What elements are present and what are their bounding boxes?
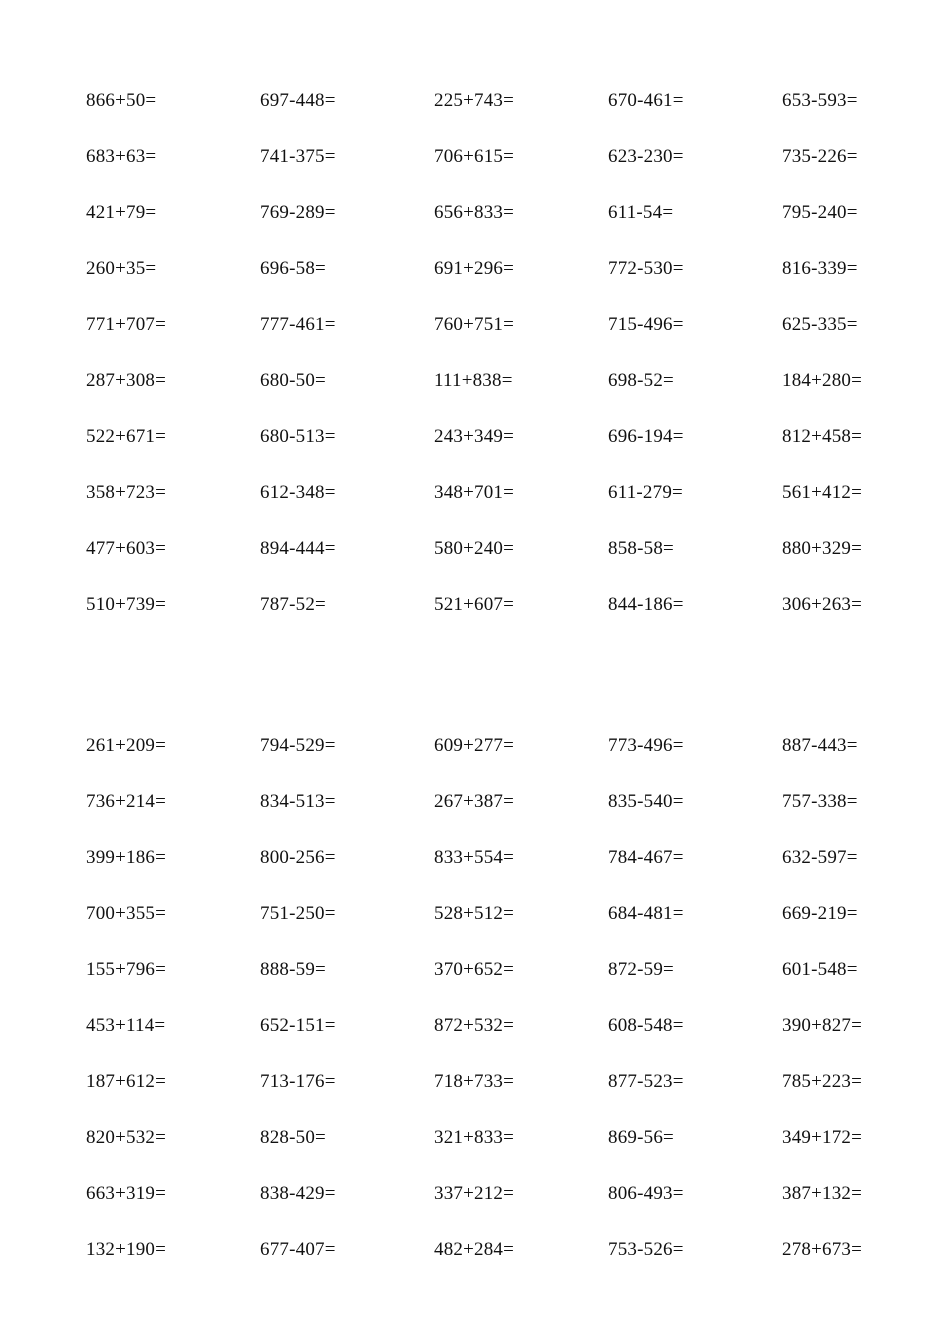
- arithmetic-problem: 772-530=: [608, 258, 684, 279]
- arithmetic-problem: 111+838=: [434, 370, 513, 391]
- arithmetic-problem: 680-513=: [260, 426, 336, 447]
- arithmetic-problem: 623-230=: [608, 146, 684, 167]
- problem-row: [0, 248, 950, 304]
- problem-block-1: [0, 80, 950, 640]
- problem-row: [0, 528, 950, 584]
- arithmetic-problem: 656+833=: [434, 202, 515, 223]
- arithmetic-problem: 785+223=: [782, 1071, 863, 1092]
- arithmetic-problem: 706+615=: [434, 146, 515, 167]
- arithmetic-problem: 267+387=: [434, 791, 515, 812]
- arithmetic-problem: 611-54=: [608, 202, 674, 223]
- arithmetic-problem: 608-548=: [608, 1015, 684, 1036]
- arithmetic-problem: 844-186=: [608, 594, 684, 615]
- arithmetic-problem: 609+277=: [434, 735, 515, 756]
- arithmetic-problem: 820+532=: [86, 1127, 167, 1148]
- problem-row: [0, 837, 950, 893]
- problem-row: [0, 80, 950, 136]
- problem-row: [0, 584, 950, 640]
- arithmetic-problem: 306+263=: [782, 594, 863, 615]
- arithmetic-problem: 741-375=: [260, 146, 336, 167]
- problem-row: [0, 304, 950, 360]
- arithmetic-problem: 718+733=: [434, 1071, 515, 1092]
- arithmetic-problem: 653-593=: [782, 90, 858, 111]
- arithmetic-problem: 669-219=: [782, 903, 858, 924]
- arithmetic-problem: 751-250=: [260, 903, 336, 924]
- problem-row: [0, 416, 950, 472]
- arithmetic-problem: 834-513=: [260, 791, 336, 812]
- arithmetic-problem: 784-467=: [608, 847, 684, 868]
- arithmetic-problem: 680-50=: [260, 370, 326, 391]
- arithmetic-problem: 715-496=: [608, 314, 684, 335]
- problem-row: [0, 1005, 950, 1061]
- arithmetic-problem: 225+743=: [434, 90, 515, 111]
- arithmetic-problem: 287+308=: [86, 370, 167, 391]
- arithmetic-problem: 806-493=: [608, 1183, 684, 1204]
- arithmetic-problem: 358+723=: [86, 482, 167, 503]
- arithmetic-problem: 261+209=: [86, 735, 167, 756]
- arithmetic-problem: 184+280=: [782, 370, 863, 391]
- arithmetic-problem: 872+532=: [434, 1015, 515, 1036]
- arithmetic-problem: 399+186=: [86, 847, 167, 868]
- arithmetic-problem: 773-496=: [608, 735, 684, 756]
- arithmetic-problem: 835-540=: [608, 791, 684, 812]
- problem-row: [0, 192, 950, 248]
- arithmetic-problem: 887-443=: [782, 735, 858, 756]
- arithmetic-problem: 370+652=: [434, 959, 515, 980]
- problem-block-2: [0, 725, 950, 1285]
- problem-row: [0, 1229, 950, 1285]
- arithmetic-problem: 421+79=: [86, 202, 157, 223]
- problem-row: [0, 136, 950, 192]
- arithmetic-problem: 387+132=: [782, 1183, 863, 1204]
- arithmetic-problem: 625-335=: [782, 314, 858, 335]
- arithmetic-problem: 337+212=: [434, 1183, 515, 1204]
- arithmetic-problem: 521+607=: [434, 594, 515, 615]
- arithmetic-problem: 663+319=: [86, 1183, 167, 1204]
- arithmetic-problem: 833+554=: [434, 847, 515, 868]
- arithmetic-problem: 869-56=: [608, 1127, 674, 1148]
- arithmetic-problem: 888-59=: [260, 959, 326, 980]
- arithmetic-problem: 700+355=: [86, 903, 167, 924]
- arithmetic-problem: 757-338=: [782, 791, 858, 812]
- arithmetic-problem: 696-194=: [608, 426, 684, 447]
- arithmetic-problem: 794-529=: [260, 735, 336, 756]
- arithmetic-problem: 713-176=: [260, 1071, 336, 1092]
- arithmetic-problem: 769-289=: [260, 202, 336, 223]
- arithmetic-problem: 894-444=: [260, 538, 336, 559]
- arithmetic-problem: 697-448=: [260, 90, 336, 111]
- arithmetic-problem: 816-339=: [782, 258, 858, 279]
- arithmetic-problem: 522+671=: [86, 426, 167, 447]
- arithmetic-problem: 777-461=: [260, 314, 336, 335]
- arithmetic-problem: 880+329=: [782, 538, 863, 559]
- arithmetic-problem: 677-407=: [260, 1239, 336, 1260]
- arithmetic-problem: 601-548=: [782, 959, 858, 980]
- arithmetic-problem: 684-481=: [608, 903, 684, 924]
- arithmetic-problem: 482+284=: [434, 1239, 515, 1260]
- arithmetic-problem: 243+349=: [434, 426, 515, 447]
- arithmetic-problem: 753-526=: [608, 1239, 684, 1260]
- arithmetic-problem: 348+701=: [434, 482, 515, 503]
- problem-row: [0, 725, 950, 781]
- arithmetic-problem: 696-58=: [260, 258, 326, 279]
- arithmetic-problem: 510+739=: [86, 594, 167, 615]
- arithmetic-problem: 580+240=: [434, 538, 515, 559]
- arithmetic-problem: 760+751=: [434, 314, 515, 335]
- arithmetic-problem: 561+412=: [782, 482, 863, 503]
- arithmetic-problem: 187+612=: [86, 1071, 167, 1092]
- problem-row: [0, 949, 950, 1005]
- arithmetic-problem: 800-256=: [260, 847, 336, 868]
- arithmetic-problem: 838-429=: [260, 1183, 336, 1204]
- arithmetic-problem: 321+833=: [434, 1127, 515, 1148]
- arithmetic-problem: 528+512=: [434, 903, 515, 924]
- arithmetic-problem: 735-226=: [782, 146, 858, 167]
- arithmetic-problem: 872-59=: [608, 959, 674, 980]
- arithmetic-problem: 390+827=: [782, 1015, 863, 1036]
- arithmetic-problem: 812+458=: [782, 426, 863, 447]
- arithmetic-problem: 858-58=: [608, 538, 674, 559]
- arithmetic-problem: 787-52=: [260, 594, 326, 615]
- arithmetic-problem: 132+190=: [86, 1239, 167, 1260]
- arithmetic-problem: 477+603=: [86, 538, 167, 559]
- arithmetic-problem: 795-240=: [782, 202, 858, 223]
- arithmetic-problem: 349+172=: [782, 1127, 863, 1148]
- arithmetic-problem: 828-50=: [260, 1127, 326, 1148]
- problem-row: [0, 1117, 950, 1173]
- problem-row: [0, 893, 950, 949]
- arithmetic-problem: 611-279=: [608, 482, 683, 503]
- arithmetic-problem: 260+35=: [86, 258, 157, 279]
- arithmetic-problem: 278+673=: [782, 1239, 863, 1260]
- arithmetic-problem: 155+796=: [86, 959, 167, 980]
- problem-row: [0, 472, 950, 528]
- arithmetic-problem: 453+114=: [86, 1015, 166, 1036]
- arithmetic-problem: 670-461=: [608, 90, 684, 111]
- arithmetic-problem: 698-52=: [608, 370, 674, 391]
- arithmetic-problem: 683+63=: [86, 146, 157, 167]
- arithmetic-problem: 691+296=: [434, 258, 515, 279]
- arithmetic-problem: 877-523=: [608, 1071, 684, 1092]
- problem-row: [0, 1173, 950, 1229]
- arithmetic-problem: 612-348=: [260, 482, 336, 503]
- problem-row: [0, 781, 950, 837]
- arithmetic-problem: 632-597=: [782, 847, 858, 868]
- arithmetic-problem: 736+214=: [86, 791, 167, 812]
- arithmetic-problem: 652-151=: [260, 1015, 336, 1036]
- arithmetic-problem: 866+50=: [86, 90, 157, 111]
- problem-row: [0, 1061, 950, 1117]
- problem-row: [0, 360, 950, 416]
- arithmetic-problem: 771+707=: [86, 314, 167, 335]
